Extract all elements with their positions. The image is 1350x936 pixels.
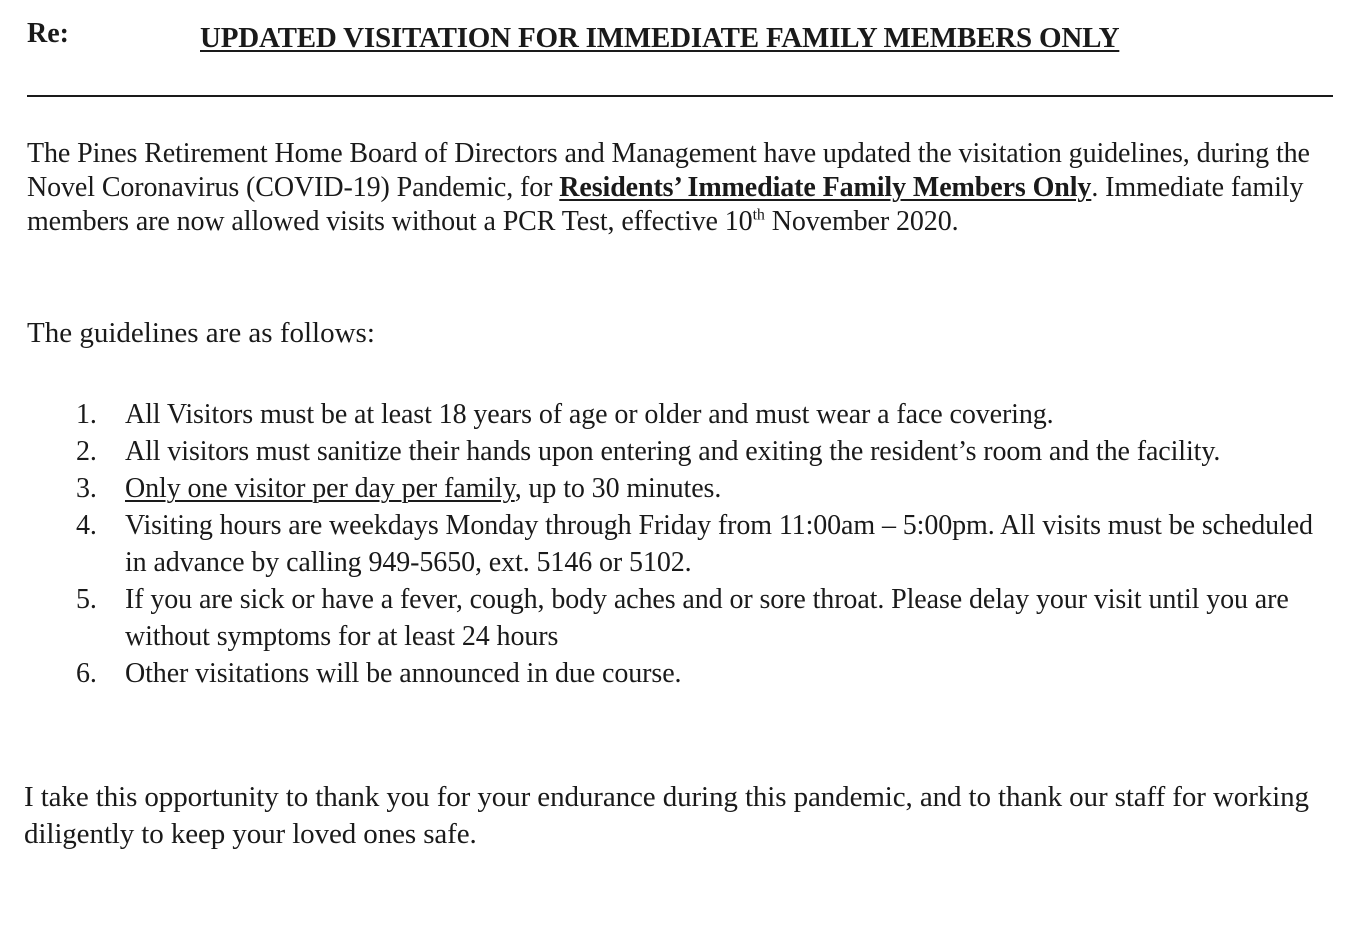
list-number: 6. bbox=[76, 658, 97, 689]
list-item bbox=[70, 433, 1320, 470]
list-text: , up to 30 minutes. bbox=[514, 473, 722, 504]
subject-heading: UPDATED VISITATION FOR IMMEDIATE FAMILY MEMBERS ONLY bbox=[200, 22, 1120, 54]
guidelines-list bbox=[70, 396, 1320, 692]
header-divider bbox=[27, 95, 1333, 97]
list-number: 2. bbox=[76, 436, 97, 467]
closing-paragraph: I take this opportunity to thank you for your endurance during this pandemic, and to thank our staff for working diligently to keep your loved ones safe. bbox=[24, 781, 1309, 850]
list-number: 1. bbox=[76, 399, 97, 430]
re-label: Re: bbox=[27, 18, 69, 49]
intro-emphasis: Residents’ Immediate Family Members Only bbox=[559, 172, 1092, 203]
list-text-wrapper bbox=[125, 470, 1320, 507]
list-text: Other visitations will be announced in due course. bbox=[125, 658, 682, 689]
intro-text-1: The Pines Retirement Home Board of Directors and Management have updated the visitation guidelines, during the Novel Coronavirus (COVID-19) Pandemic, for bbox=[27, 138, 1310, 203]
list-item bbox=[70, 655, 1320, 692]
list-item bbox=[70, 581, 1320, 655]
list-item bbox=[70, 396, 1320, 433]
list-number: 5. bbox=[76, 584, 97, 615]
list-number: 4. bbox=[76, 510, 97, 541]
list-item bbox=[70, 470, 1320, 507]
intro-text-3: November 2020. bbox=[764, 206, 959, 237]
list-number: 3. bbox=[76, 473, 97, 504]
list-text: All visitors must sanitize their hands upon entering and exiting the resident’s room and the facility. bbox=[125, 436, 1221, 467]
list-item bbox=[70, 507, 1320, 581]
list-text-underlined: Only one visitor per day per family bbox=[125, 473, 515, 504]
list-text: If you are sick or have a fever, cough, body aches and or sore throat. Please delay your visit until you are without symptoms for at least 24 hours bbox=[125, 584, 1289, 652]
intro-text-2: . Immediate family members are now allowed visits without a PCR Test, effective 10 bbox=[27, 172, 1304, 237]
list-text: All Visitors must be at least 18 years of age or older and must wear a face covering. bbox=[125, 399, 1054, 430]
guidelines-lead: The guidelines are as follows: bbox=[27, 317, 375, 349]
ordinal-suffix: th bbox=[752, 206, 765, 224]
list-text: Visiting hours are weekdays Monday through Friday from 11:00am – 5:00pm. All visits must be scheduled in advance by calling 949-5650, ext. 5146 or 5102. bbox=[125, 510, 1313, 578]
intro-paragraph bbox=[27, 137, 1327, 239]
